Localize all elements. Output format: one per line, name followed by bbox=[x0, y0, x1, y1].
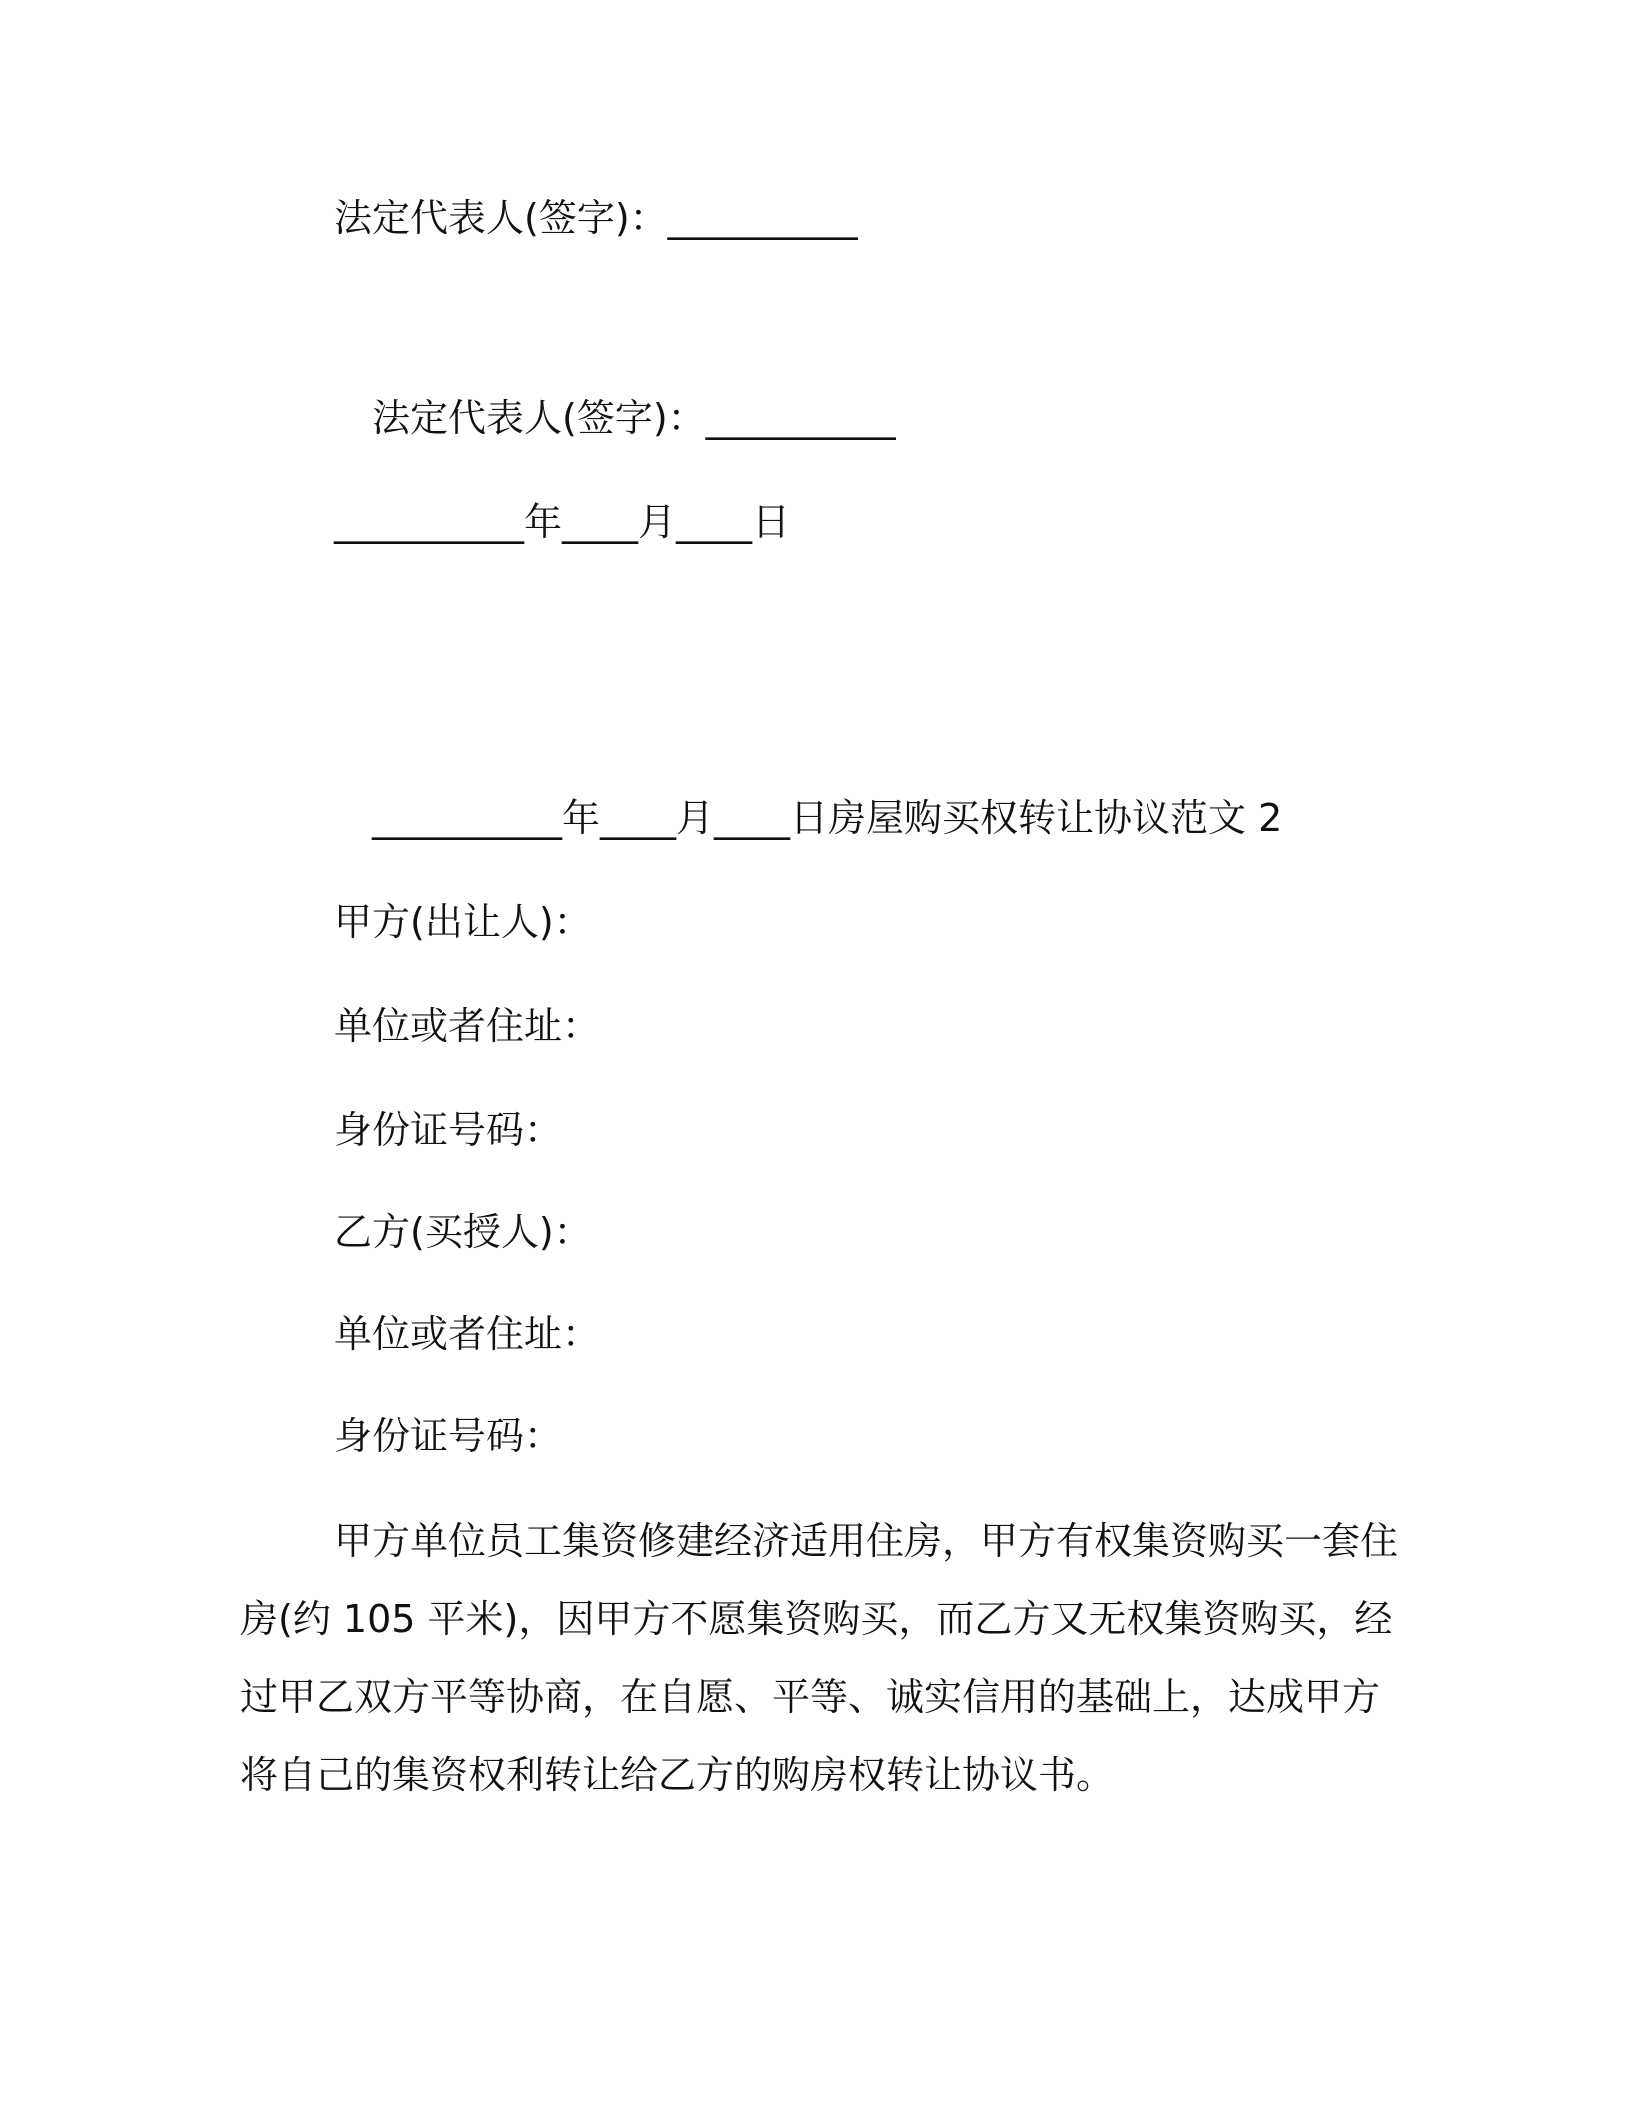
signature-line-1: 法定代表人(签字)：__________ bbox=[334, 196, 858, 240]
date-line: __________年____月____日 bbox=[334, 500, 791, 544]
party-a-id-label: 身份证号码： bbox=[334, 1108, 563, 1152]
party-b-id-label: 身份证号码： bbox=[334, 1414, 563, 1458]
signature-line-2: 法定代表人(签字)：__________ bbox=[372, 396, 896, 440]
section-title: __________年____月____日房屋购买权转让协议范文 2 bbox=[372, 796, 1283, 840]
body-paragraph: 甲方单位员工集资修建经济适用住房，甲方有权集资购买一套住房(约 105 平米)，因甲方不愿集资购买，而乙方又无权集资购买，经过甲乙双方平等协商，在自愿、平等、诚实信用的基础上，达成甲方将自己的集资权利转让给乙方的购房权转让协议书。 bbox=[240, 1519, 1399, 1797]
party-a-label: 甲方(出让人)： bbox=[334, 900, 592, 944]
party-b-address-label: 单位或者住址： bbox=[334, 1312, 601, 1356]
party-b-label: 乙方(买授人)： bbox=[334, 1210, 592, 1254]
party-a-address-label: 单位或者住址： bbox=[334, 1004, 601, 1048]
